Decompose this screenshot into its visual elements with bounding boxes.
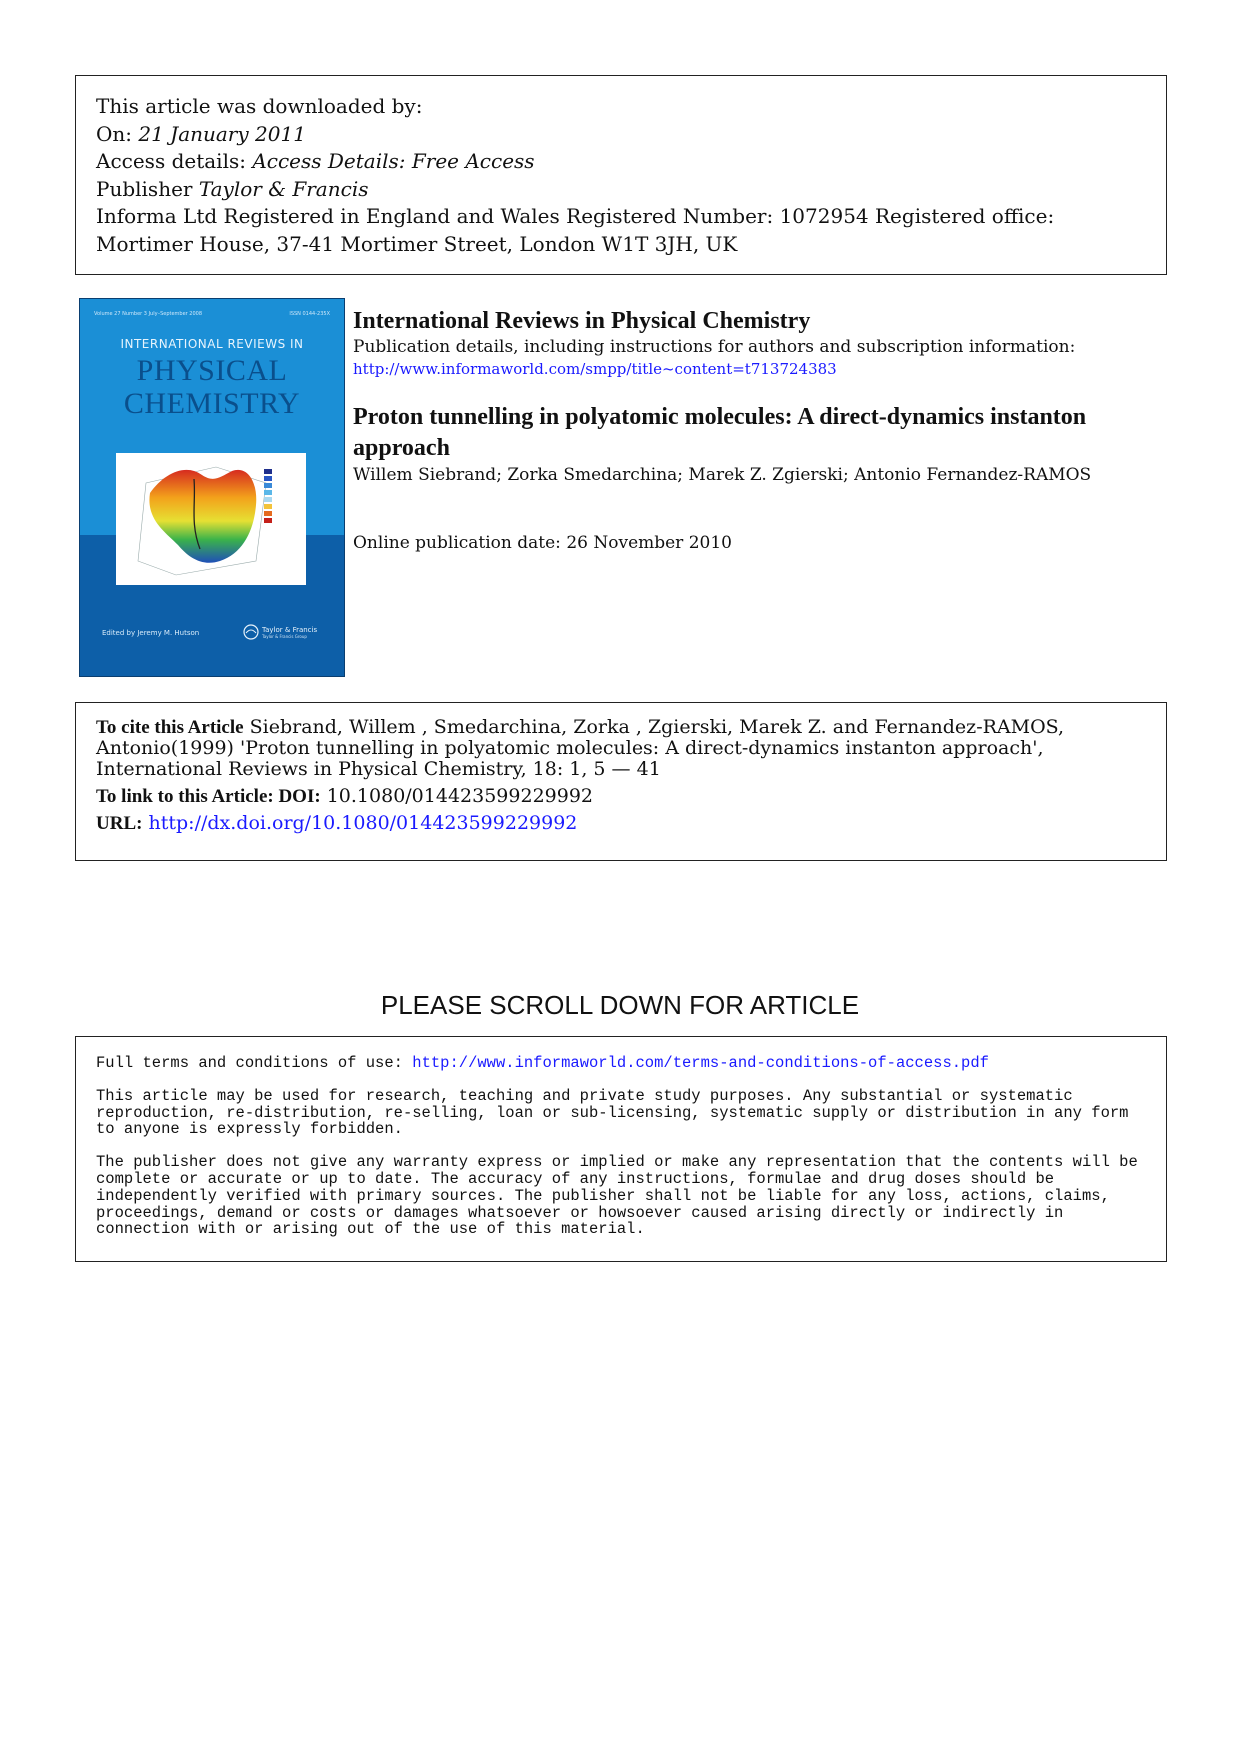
cover-issn: ISSN 0144-235X [289,311,330,317]
svg-text:Taylor & Francis: Taylor & Francis [262,626,318,634]
download-info-box [75,75,1167,275]
citation [96,717,1146,780]
cover-surface-plot [116,453,306,585]
on-label: On: [96,121,139,146]
doi-label: To link to this Article: DOI: [96,786,321,807]
journal-info [353,306,1153,554]
access-details-line [96,148,1146,176]
terms-url-link[interactable]: http://www.informaworld.com/terms-and-conditions-of-access.pdf [412,1054,989,1072]
doi-url-link[interactable]: http://dx.doi.org/10.1080/014423599229992 [142,812,578,834]
download-date: 21 January 2011 [138,121,306,146]
cover-plot-legend [264,469,272,523]
publisher-value: Taylor & Francis [198,176,369,201]
cite-text: Siebrand, Willem , Smedarchina, Zorka , Zgierski, Marek Z. and Fernandez-RAMOS, Antonio(1999) 'Proton tunnelling in polyatomic molecules: A direct-dynamics instanton approach', International Reviews in Physical Chemistry, 18: 1, 5 — 41 [96,716,1065,780]
article-title: Proton tunnelling in polyatomic molecules: A direct-dynamics instanton approach [353,404,1087,461]
url-line [96,813,1146,834]
scroll-notice: PLEASE SCROLL DOWN FOR ARTICLE [380,990,860,1020]
terms-paragraph-2: The publisher does not give any warranty express or implied or make any representation that the contents will be complete or accurate or up to date. The accuracy of any instructions, formulae and drug doses should be independently verified with primary sources. The publisher shall not be liable for any loss, actions, claims, proceedings, demand or costs or damages whatsoever or howsoever caused arising directly or indirectly in connection with or arising out of the use of this material. [96,1153,1138,1239]
terms-line [96,1055,1146,1072]
online-publication-date: Online publication date: 26 November 2010 [353,533,732,553]
terms-box [75,1036,1167,1262]
cover-title-line2: CHEMISTRY [123,387,301,420]
publisher-line [96,176,1146,204]
downloaded-by-line: This article was downloaded by: [96,94,423,118]
journal-url-link[interactable]: http://www.informaworld.com/smpp/title~content=t713724383 [353,360,837,378]
cover-series-label: INTERNATIONAL REVIEWS IN [120,337,304,351]
url-label: URL: [96,813,143,834]
doi-value: 10.1080/014423599229992 [320,785,594,807]
cite-label: To cite this Article [96,717,244,738]
journal-cover-image [79,298,345,677]
publisher-label: Publisher [96,176,199,201]
taylor-francis-logo [242,623,330,641]
svg-text:Taylor & Francis Group: Taylor & Francis Group [262,634,307,639]
terms-label: Full terms and conditions of use: [96,1054,413,1072]
access-label: Access details: [96,149,253,173]
cover-issue-info: Volume 27 Number 3 July–September 2008 [94,311,203,317]
publication-details: Publication details, including instructions for authors and subscription information: [353,337,1076,357]
terms-paragraph-1: This article may be used for research, teaching and private study purposes. Any substantial or systematic reproduction, re-distribution, re-selling, loan or sub-licensing, systematic supply or distribution in any form to anyone is expressly forbidden. [96,1086,1129,1139]
cover-editor-credit: Edited by Jeremy M. Hutson [102,629,200,637]
access-value: Access Details: Free Access [252,149,535,173]
article-authors: Willem Siebrand; Zorka Smedarchina; Marek Z. Zgierski; Antonio Fernandez-RAMOS [353,465,1092,485]
registered-office: Informa Ltd Registered in England and Wales Registered Number: 1072954 Registered office: Mortimer House, 37-41 Mortimer Street, London W1T 3JH, UK [96,204,1055,256]
download-date-line [96,121,1146,149]
citation-box [75,702,1167,861]
journal-title: International Reviews in Physical Chemistry [353,308,811,334]
doi-line [96,786,1146,807]
cover-title-line1: PHYSICAL [136,354,288,387]
